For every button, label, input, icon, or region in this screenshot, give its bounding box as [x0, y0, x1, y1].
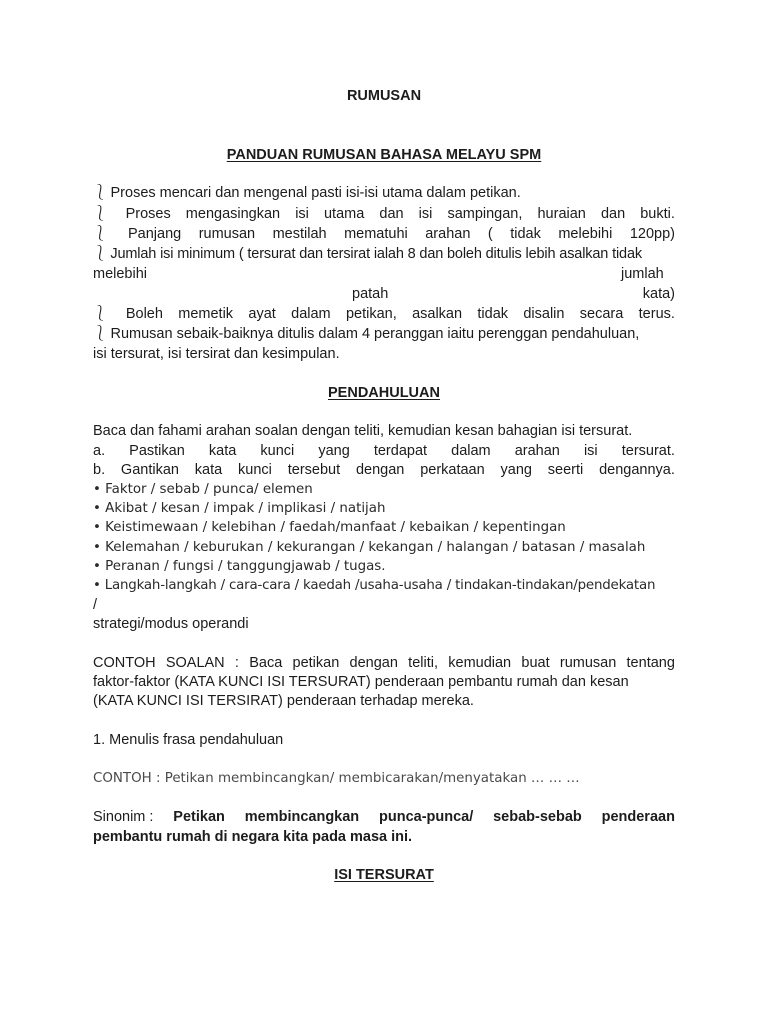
sinonim-line-2: pembantu rumah di negara kita pada masa ini. [93, 829, 413, 845]
pendahuluan-step-a: a. Pastikan kata kunci yang terdapat dalam arahan isi tersurat. [93, 443, 675, 459]
document-title: RUMUSAN [346, 88, 422, 104]
bracket-bullet-icon: ⎱ [93, 226, 108, 242]
keyword-bullet-6-slash: / [93, 597, 98, 613]
keyword-bullet-5: • Peranan / fungsi / tanggungjawab / tugas. [93, 559, 386, 574]
bracket-bullet-icon: ⎱ [93, 326, 108, 342]
guide-item-1: ⎱ Proses mencari dan mengenal pasti isi-isi utama dalam petikan. [93, 185, 521, 201]
guide-item-2: ⎱ Proses mengasingkan isi utama dan isi sampingan, huraian dan bukti. [93, 206, 675, 222]
bracket-bullet-icon: ⎱ [93, 185, 108, 201]
sinonim-line-1: Sinonim : Petikan membincangkan punca-punca/ sebab-sebab penderaan [93, 809, 675, 825]
keyword-bullet-6-cont: strategi/modus operandi [93, 616, 249, 632]
guide-item-6: ⎱ Rumusan sebaik-baiknya ditulis dalam 4 peranggan iaitu perenggan pendahuluan, [93, 326, 640, 342]
guide-item-6-cont: isi tersurat, isi tersirat dan kesimpulan. [93, 346, 340, 362]
section-heading-pendahuluan: PENDAHULUAN [328, 385, 440, 401]
keyword-bullet-4: • Kelemahan / keburukan / kekurangan / kekangan / halangan / batasan / masalah [93, 540, 646, 555]
guide-item-4-cont: melebihi jumlah [93, 266, 664, 282]
guide-item-4: ⎱ Jumlah isi minimum ( tersurat dan tersirat ialah 8 dan boleh ditulis lebih asalkan tidak [93, 246, 642, 262]
sinonim-label: Sinonim : [93, 809, 154, 825]
contoh-soalan-line-3: (KATA KUNCI ISI TERSIRAT) penderaan terhadap mereka. [93, 693, 474, 709]
bracket-bullet-icon: ⎱ [93, 306, 108, 322]
contoh-example: CONTOH : Petikan membincangkan/ membicarakan/menyatakan … … … [93, 771, 580, 786]
bracket-bullet-icon: ⎱ [93, 206, 108, 222]
contoh-soalan-line-1: CONTOH SOALAN : Baca petikan dengan teliti, kemudian buat rumusan tentang [93, 655, 675, 671]
keyword-bullet-6: • Langkah-langkah / cara-cara / kaedah /usaha-usaha / tindakan-tindakan/pendekatan [93, 578, 656, 593]
keyword-bullet-3: • Keistimewaan / kelebihan / faedah/manfaat / kebaikan / kepentingan [93, 520, 566, 535]
pendahuluan-paragraph: Baca dan fahami arahan soalan dengan teliti, kemudian kesan bahagian isi tersurat. [93, 423, 633, 439]
pendahuluan-step-b: b. Gantikan kata kunci tersebut dengan perkataan yang seerti dengannya. [93, 462, 675, 478]
contoh-soalan-line-2: faktor-faktor (KATA KUNCI ISI TERSURAT) penderaan pembantu rumah dan kesan [93, 674, 629, 690]
bracket-bullet-icon: ⎱ [93, 246, 108, 262]
guide-item-5: ⎱ Boleh memetik ayat dalam petikan, asalkan tidak disalin secara terus. [93, 306, 675, 322]
document-subtitle: PANDUAN RUMUSAN BAHASA MELAYU SPM [226, 147, 542, 163]
keyword-bullet-1: • Faktor / sebab / punca/ elemen [93, 482, 313, 497]
section-heading-isi-tersurat: ISI TERSURAT [334, 867, 434, 883]
keyword-bullet-2: • Akibat / kesan / impak / implikasi / natijah [93, 501, 386, 516]
guide-item-3: ⎱ Panjang rumusan mestilah mematuhi arahan ( tidak melebihi 120pp) [93, 226, 675, 242]
step-1-label: 1. Menulis frasa pendahuluan [93, 732, 284, 748]
